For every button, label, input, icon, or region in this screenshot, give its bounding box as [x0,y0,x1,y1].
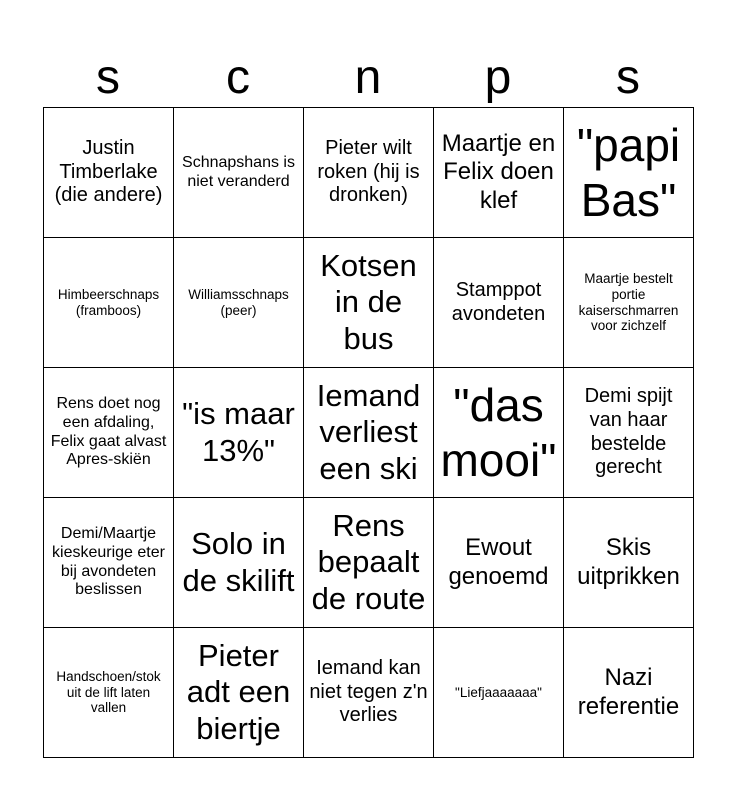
bingo-row-1 [44,108,694,238]
bingo-cell[interactable]: Handschoen/stok uit de lift laten vallen [44,628,174,758]
bingo-cell[interactable]: Pieter wilt roken (hij is dronken) [304,108,434,238]
bingo-cell[interactable]: Maartje bestelt portie kaiserschmarren voor zichzelf [564,238,694,368]
bingo-cell[interactable]: Schnapshans is niet veranderd [174,108,304,238]
bingo-cell[interactable]: "is maar 13%" [174,368,304,498]
bingo-cell[interactable]: Kotsen in de bus [304,238,434,368]
bingo-cell[interactable]: Nazi referentie [564,628,694,758]
bingo-cell[interactable]: Iemand verliest een ski [304,368,434,498]
bingo-cell[interactable]: Solo in de skilift [174,498,304,628]
bingo-cell[interactable]: Demi spijt van haar bestelde gerecht [564,368,694,498]
bingo-cell[interactable]: Stamppot avondeten [434,238,564,368]
bingo-row-4 [44,498,694,628]
bingo-cell[interactable]: Williamsschnaps (peer) [174,238,304,368]
bingo-row-3 [44,368,694,498]
bingo-cell[interactable]: Pieter adt een biertje [174,628,304,758]
bingo-cell[interactable]: Rens bepaalt de route [304,498,434,628]
bingo-row-2 [44,238,694,368]
bingo-row-5 [44,628,694,758]
bingo-cell[interactable]: Ewout genoemd [434,498,564,628]
header-letter-3: n [354,51,382,104]
bingo-card [43,107,694,758]
bingo-cell[interactable]: Himbeerschnaps (framboos) [44,238,174,368]
bingo-cell[interactable]: "papi Bas" [564,108,694,238]
bingo-cell[interactable]: "Liefjaaaaaaa" [434,628,564,758]
header-letter-4: p [484,51,512,104]
bingo-cell[interactable]: Maartje en Felix doen klef [434,108,564,238]
bingo-cell[interactable]: "das mooi" [434,368,564,498]
header-letter-5: s [616,51,640,104]
bingo-header [43,50,693,106]
header-letter-1: s [96,51,120,104]
bingo-cell[interactable]: Iemand kan niet tegen z'n verlies [304,628,434,758]
header-letter-2: c [226,51,250,104]
bingo-cell[interactable]: Justin Timberlake (die andere) [44,108,174,238]
bingo-cell[interactable]: Rens doet nog een afdaling, Felix gaat alvast Apres-skiën [44,368,174,498]
bingo-cell[interactable]: Demi/Maartje kieskeurige eter bij avondeten beslissen [44,498,174,628]
bingo-cell[interactable]: Skis uitprikken [564,498,694,628]
